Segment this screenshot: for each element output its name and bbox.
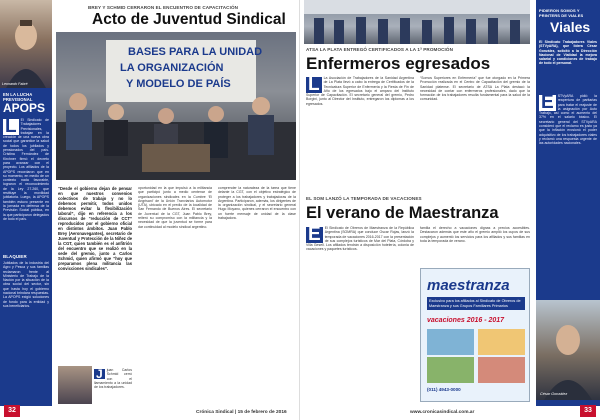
- sidebar-kicker: EN LA LUCHA PREVISIONAL: [3, 92, 33, 102]
- column-2: oportunidad en la que impulsó a la militancia que participó junto a medio centenar de organizaciones sindicales en la Cumbre ‘El Angrisani’ de la Unión Tranviarios Automotor (UTA), ubicado en el predio de la localidad de San Fernando de Buenos Aires. El secretario de Juventud de la CGT, Juan Pablo Brey, reiteró su compromiso con la militancia y la necesidad de que la juventud se forme para dar continuidad al modelo sindical argentino.: [138, 186, 212, 229]
- ad-logo: maestranza: [427, 277, 510, 294]
- portrait-figure: [0, 0, 52, 88]
- cesar-gonzalez-photo: [536, 300, 600, 400]
- viales-title: Viales: [550, 19, 591, 35]
- sidebar-body2: Jubilados de la industria del Agro y Pesca y sus familias reclamaron frente al Ministerio de Trabajo de la Nación por la situación de la obra social del sector, sin que hasta hoy el gobierno nacional brindara respuestas. La APOPS exigió soluciones de fondo para la entidad y sus beneficiarios.: [3, 261, 49, 308]
- quote-column: “Desde el gobierno dejan de pensar en que nuestros convenios colectivos de trabajo y no lo debemos permitir, todos unidos debemos evitar la flexibilización laboral”, dijo en referencia a los discursos de “reducción de CCT” reproducidos por el gobierno oficial en distintos ámbitos. Juan Pablo Brey (Aeronavegantes), secretario de Juventud y Protección de la Niñez de la CGT, quien también es el anfitrión del encuentro que se realizó en la sede del gremio, junto a Carlos Schmid, quien afirmó que “hoy que preparamos plena militancia las convicciones sindicales”.: [58, 186, 132, 271]
- event-photo: [56, 32, 296, 180]
- article1-col1: [306, 76, 414, 190]
- column-3: comprender la naturaleza de la tarea que tiene delante la CGT, con el objetivo estratégico de proteger a los trabajadores y trabajadoras de la Argentina. Participaron, además, los dirigentes de la organización sindical, y el secretario general Hugo Moyano, quienes cerraron el encuentro con un fuerte mensaje de unidad de la clase trabajadora.: [218, 186, 296, 221]
- sidebar-subhead: BLAQUIER: [3, 254, 27, 259]
- photo-caption: Leonardo Fabré: [2, 82, 28, 86]
- ad-headline: vacaciones 2016 - 2017: [427, 317, 505, 324]
- article2-kicker: EL SOM LANZÓ LA TEMPORADA DE VACACIONES: [306, 196, 422, 201]
- schmid-photo: [58, 366, 92, 404]
- article1-col2: “Somos Superiores en Enfermería” que fue otorgado en la Primera Promoción realizada en el Centro de Capacitación del gremio de la Sanidad platense. El secretario de ATSA La Plata destacó la necesidad de contar con enfermeros profesionales, dado que la formación de los trabajadores resulta fundamental para la salud de la comunidad.: [420, 76, 530, 102]
- article2-col1: [306, 226, 414, 402]
- article2-col1-text: El Sindicato de Obreros de Maestranza de la República Argentina (SOMRA) que conduce Oscar Rojas, lanzó la temporada de vacaciones 2016-2017 con la presentación de sus complejos turísticos de Mar del Plata, Córdoba y Villa Gesell. Los afiliados tendrán a disposición hotelería, colonia de vacaciones y paquetes turísticos.: [306, 226, 414, 252]
- column-1b-text: juan Carlos Schmid cerró con el llamamiento a la unidad de los trabajadores.: [94, 368, 132, 390]
- banner-line-2: LA ORGANIZACIÓN: [120, 62, 224, 74]
- sidebar-title: APOPS: [3, 101, 46, 115]
- portrait-figure-2: [536, 300, 600, 400]
- article2-col2: familia el derecho a vacaciones dignas a precios accesibles. Destacaron además que este año el gremio amplió los cupos de sus complejos y aumentó los servicios para los afiliados y sus familias en toda la temporada de verano.: [420, 226, 530, 243]
- right-page: [300, 0, 600, 420]
- article-kicker: BREY Y SCHMID CERRARON EL ENCUENTRO DE CAPACITACIÓN: [88, 5, 239, 10]
- sidebar-body-text: El Sindicato de Trabajadores Previsionales, trabajan en la creación de una nueva obra social que garantice la salud de todos los jubilados y pensionados del país. Cristina Fernández de Kirchner firmó el decreto para avanzar con el proyecto. Los afiliados de la APOPS recordaron que en su momento, en medio de un contexto nada favorable, lograron el reconocimiento de la Ley 27.260, que restituye la movilidad jubilatoria. Luego, la APOPS también estuvo presente en la jornada en defensa de la Previsión Social pública, en la que participaron delegados de todo el país.: [3, 118, 49, 221]
- viales-body: [539, 94, 597, 244]
- drop-cap-4: E: [308, 226, 321, 245]
- footer-right: www.cronicasindical.com.ar: [410, 410, 475, 415]
- ad-phone: (011) 4943-0000: [427, 387, 461, 392]
- graduates-photo: [304, 0, 530, 44]
- sidebar-body: [3, 118, 49, 250]
- page-number-left: 32: [4, 405, 20, 417]
- drop-cap-3: L: [308, 76, 320, 95]
- article-headline: Acto de Juventud Sindical: [92, 11, 286, 28]
- ad-photos: [427, 329, 525, 383]
- leonardo-fabre-photo: [0, 0, 52, 88]
- article2-headline: El verano de Maestranza: [306, 204, 499, 222]
- drop-cap: L: [5, 118, 17, 137]
- drop-cap-2: J: [96, 368, 103, 381]
- article1-headline: Enfermeros egresados: [306, 54, 491, 73]
- article1-kicker: ATSA LA PLATA ENTREGÓ CERTIFICADOS A LA 1ª PROMOCIÓN: [306, 47, 454, 52]
- viales-sidebar: [536, 0, 600, 406]
- viales-body-text: STVyARA pidió la reapertura de paritarias para tratar el reajuste de la asignación por Auto Trabajo, así como el aumento del 37% en el salario básico. El secretario general del STVyARA consideró que el reclamo es justo ya que la inflación erosionó el poder adquisitivo de los trabajadores viales y reclamó una respuesta urgente de las autoridades nacionales.: [539, 94, 597, 146]
- graduates-scene: [304, 0, 530, 44]
- column-1b: [94, 368, 132, 404]
- viales-kicker: PIDIERON SOMOS Y PRINTERS DE VIALES: [539, 8, 584, 18]
- viales-lead: El Sindicato Trabajadores Viales (STVyARA), que lidera César González, solicitó a la Dirección Nacional de Vialidad la mejora salarial y condiciones de trabajo de todo el personal.: [539, 40, 597, 66]
- apops-sidebar: [0, 0, 52, 406]
- maestranza-ad[interactable]: [420, 268, 530, 402]
- page-number-right: 33: [580, 405, 596, 417]
- banner-line-1: BASES PARA LA UNIDAD: [128, 46, 263, 58]
- drop-cap-5: E: [541, 94, 554, 113]
- viales-photo-caption: César González: [540, 392, 568, 396]
- article1-col1-text: La Asociación de Trabajadores de la Sanidad Argentina de La Plata llevó a cabo la entrega de Certificados de la Tecnicatura Superior de Enfermería y la Fiesta de Fin de Año de los egresados bajo el amparo del Instituto Superior de Capacitación. El secretario general del gremio, Pedro Borgini, junto al Director del Instituto, entregaron los diplomas a los egresados.: [306, 76, 414, 106]
- footer-left: Crónica Sindical | 15 de febrero de 2016: [196, 410, 287, 415]
- banner-line-3: Y MODELO DE PAÍS: [126, 78, 231, 90]
- ad-tagline: Exclusivo para los afiliados al Sindicato de Obreros de Maestranza y sus Grupos Familiares Primarios: [427, 297, 525, 310]
